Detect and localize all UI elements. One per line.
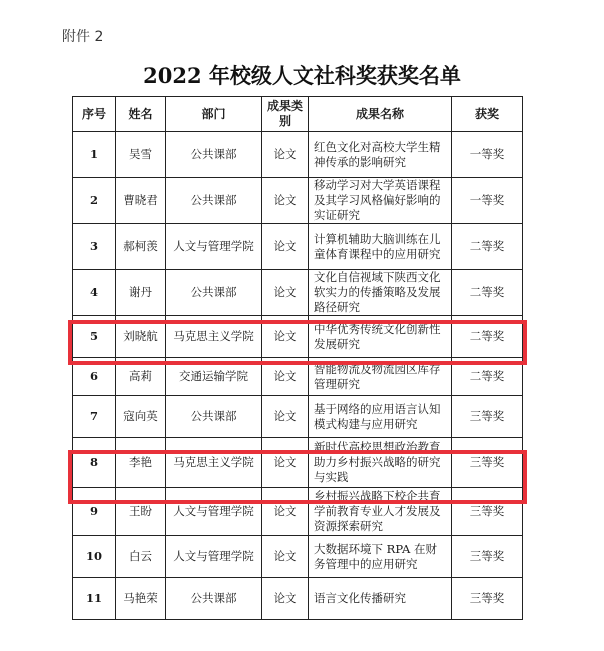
cell-department: 人文与管理学院 <box>166 536 262 578</box>
table-row <box>73 578 523 620</box>
cell-category: 论文 <box>262 488 309 536</box>
cell-no: 11 <box>73 578 116 620</box>
table-row <box>73 224 523 270</box>
cell-work-title: 中华优秀传统文化创新性发展研究 <box>309 316 452 358</box>
header-category: 成果类别 <box>262 97 309 132</box>
cell-department: 公共课部 <box>166 132 262 178</box>
cell-name: 高莉 <box>116 358 166 396</box>
cell-category: 论文 <box>262 396 309 438</box>
cell-work-title: 新时代高校思想政治教育助力乡村振兴战略的研究与实践 <box>309 438 452 488</box>
header-name: 姓名 <box>116 97 166 132</box>
cell-category: 论文 <box>262 578 309 620</box>
cell-no: 2 <box>73 178 116 224</box>
cell-department: 公共课部 <box>166 396 262 438</box>
cell-name: 刘晓航 <box>116 316 166 358</box>
cell-award: 三等奖 <box>452 438 523 488</box>
cell-no: 8 <box>73 438 116 488</box>
cell-award: 一等奖 <box>452 178 523 224</box>
cell-category: 论文 <box>262 270 309 316</box>
table-row <box>73 438 523 488</box>
cell-no: 1 <box>73 132 116 178</box>
cell-name: 谢丹 <box>116 270 166 316</box>
cell-category: 论文 <box>262 178 309 224</box>
cell-category: 论文 <box>262 224 309 270</box>
cell-department: 马克思主义学院 <box>166 438 262 488</box>
cell-category: 论文 <box>262 358 309 396</box>
table-row <box>73 178 523 224</box>
award-table <box>72 96 523 620</box>
cell-award: 一等奖 <box>452 132 523 178</box>
cell-category: 论文 <box>262 438 309 488</box>
cell-name: 马艳荣 <box>116 578 166 620</box>
cell-work-title: 计算机辅助大脑训练在儿童体育课程中的应用研究 <box>309 224 452 270</box>
cell-name: 王盼 <box>116 488 166 536</box>
cell-work-title: 语言文化传播研究 <box>309 578 452 620</box>
cell-award: 三等奖 <box>452 578 523 620</box>
cell-no: 10 <box>73 536 116 578</box>
table-row <box>73 536 523 578</box>
table-row <box>73 358 523 396</box>
cell-award: 二等奖 <box>452 270 523 316</box>
header-no: 序号 <box>73 97 116 132</box>
cell-award: 二等奖 <box>452 358 523 396</box>
cell-work-title: 文化自信视域下陕西文化软实力的传播策略及发展路径研究 <box>309 270 452 316</box>
cell-award: 二等奖 <box>452 316 523 358</box>
cell-award: 三等奖 <box>452 488 523 536</box>
table-row <box>73 270 523 316</box>
cell-no: 9 <box>73 488 116 536</box>
cell-work-title: 智能物流及物流园区库存管理研究 <box>309 358 452 396</box>
table-row <box>73 316 523 358</box>
cell-department: 交通运输学院 <box>166 358 262 396</box>
cell-work-title: 乡村振兴战略下校企共育学前教育专业人才发展及资源探索研究 <box>309 488 452 536</box>
header-department: 部门 <box>166 97 262 132</box>
cell-department: 公共课部 <box>166 270 262 316</box>
attachment-label: 附件 2 <box>62 29 104 45</box>
cell-category: 论文 <box>262 536 309 578</box>
cell-name: 吴雪 <box>116 132 166 178</box>
cell-department: 公共课部 <box>166 578 262 620</box>
table-header-row <box>73 97 523 132</box>
cell-name: 曹晓君 <box>116 178 166 224</box>
table-row <box>73 488 523 536</box>
cell-name: 郝柯羡 <box>116 224 166 270</box>
cell-name: 白云 <box>116 536 166 578</box>
cell-name: 李艳 <box>116 438 166 488</box>
cell-category: 论文 <box>262 316 309 358</box>
cell-work-title: 大数据环境下 RPA 在财务管理中的应用研究 <box>309 536 452 578</box>
header-award: 获奖 <box>452 97 523 132</box>
cell-name: 寇向英 <box>116 396 166 438</box>
cell-no: 4 <box>73 270 116 316</box>
cell-no: 6 <box>73 358 116 396</box>
cell-department: 人文与管理学院 <box>166 488 262 536</box>
document-title: 2022 年校级人文社科奖获奖名单 <box>143 63 461 88</box>
cell-no: 3 <box>73 224 116 270</box>
header-work-title: 成果名称 <box>309 97 452 132</box>
cell-award: 二等奖 <box>452 224 523 270</box>
table-row <box>73 396 523 438</box>
cell-work-title: 基于网络的应用语言认知模式构建与应用研究 <box>309 396 452 438</box>
cell-award: 三等奖 <box>452 396 523 438</box>
cell-no: 7 <box>73 396 116 438</box>
cell-award: 三等奖 <box>452 536 523 578</box>
table-row <box>73 132 523 178</box>
cell-department: 人文与管理学院 <box>166 224 262 270</box>
cell-no: 5 <box>73 316 116 358</box>
cell-category: 论文 <box>262 132 309 178</box>
cell-department: 马克思主义学院 <box>166 316 262 358</box>
cell-department: 公共课部 <box>166 178 262 224</box>
cell-work-title: 移动学习对大学英语课程及其学习风格偏好影响的实证研究 <box>309 178 452 224</box>
cell-work-title: 红色文化对高校大学生精神传承的影响研究 <box>309 132 452 178</box>
